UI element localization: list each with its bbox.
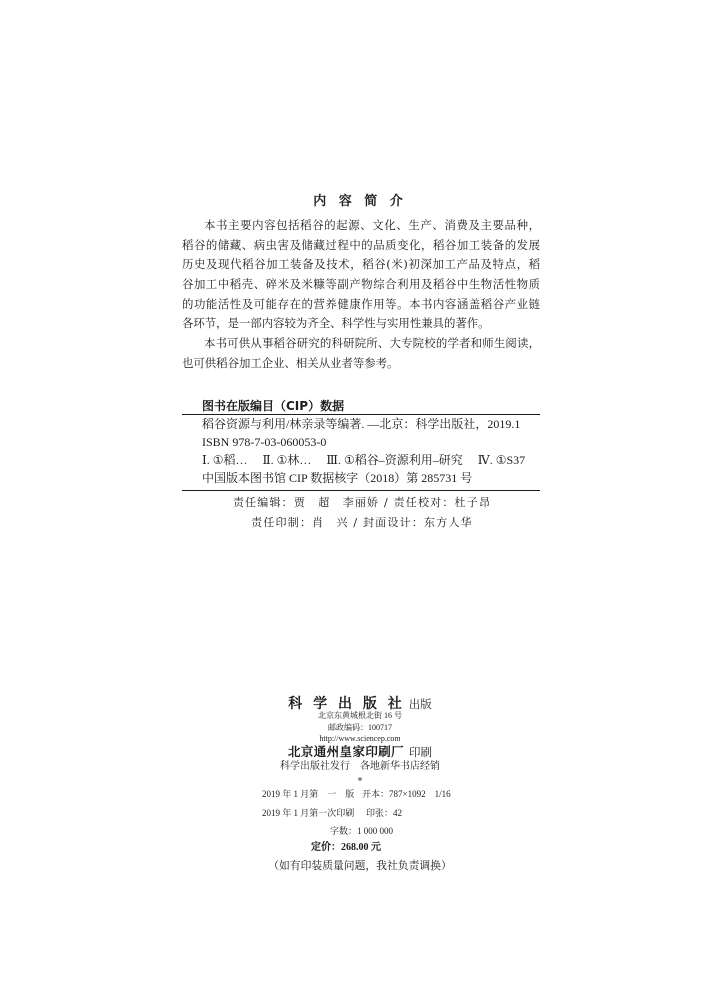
credit-line-production: 责任印制：肖 兴 / 封面设计：东方人华 bbox=[251, 516, 473, 529]
publisher-address: 北京东黄城根北街 16 号 bbox=[318, 711, 402, 720]
cip-heading: 图书在版编目（CIP）数据 bbox=[202, 399, 345, 413]
edition-price: 定价：268.00 元 bbox=[311, 842, 381, 853]
cip-line-classification: Ⅰ. ①稻… Ⅱ. ①林… Ⅲ. ①稻谷–资源利用–研究 Ⅳ. ①S37 bbox=[202, 453, 526, 467]
quality-notice: （如有印装质量问题，我社负责调换） bbox=[268, 859, 452, 872]
publisher-action: 出版 bbox=[408, 697, 432, 711]
printer-action: 印刷 bbox=[409, 745, 433, 759]
cip-line-title: 稻谷资源与利用/林亲录等编著. —北京：科学出版社，2019.1 bbox=[202, 417, 521, 431]
distribution-line: 科学出版社发行 各地新华书店经销 bbox=[280, 761, 440, 772]
edition-first-printing: 2019 年 1 月第一次印刷 bbox=[262, 808, 355, 818]
intro-line: 也可供稻谷加工企业、相关从业者等参考。 bbox=[182, 355, 399, 370]
publisher-postcode: 邮政编码：100717 bbox=[328, 722, 392, 732]
publisher-contact bbox=[0, 710, 720, 745]
intro-body bbox=[182, 216, 540, 374]
intro-line: 谷加工中稻壳、碎米及米糠等副产物综合利用及稻谷中生物活性物质 bbox=[182, 277, 540, 292]
intro-line: 各环节，是一部内容较为齐全、科学性与实用性兼具的著作。 bbox=[182, 316, 490, 331]
edition-first-edition: 2019 年 1 月第 一 版 bbox=[262, 789, 355, 799]
cip-line-record-number: 中国版本图书馆 CIP 数据核字（2018）第 285731 号 bbox=[202, 471, 473, 485]
intro-line: 稻谷的储藏、病虫害及储藏过程中的品质变化，稻谷加工装备的发展 bbox=[182, 237, 540, 252]
edition-word-count: 字数：1 000 000 bbox=[330, 826, 394, 836]
printer-name: 北京通州皇家印刷厂 bbox=[287, 744, 405, 759]
intro-title: 内 容 简 介 bbox=[313, 194, 407, 209]
intro-line: 本书主要内容包括稻谷的起源、文化、生产、消费及主要品种， bbox=[204, 218, 540, 232]
credit-line-editors: 责任编辑：贾 超 李丽娇 / 责任校对：杜子昂 bbox=[232, 496, 492, 509]
publisher-url: http://www.sciencep.com bbox=[319, 734, 401, 743]
edition-sheets: 印张：42 bbox=[366, 808, 403, 818]
edition-format: 开本：787×1092 1/16 bbox=[362, 789, 451, 799]
intro-paragraph bbox=[182, 216, 540, 334]
intro-paragraph bbox=[182, 334, 540, 373]
intro-line: 历史及现代稻谷加工装备及技术，稻谷(米)初深加工产品及特点，稻 bbox=[182, 257, 540, 272]
cip-rule-bottom bbox=[182, 490, 540, 491]
cip-data bbox=[202, 415, 540, 487]
separator-asterisk: * bbox=[357, 777, 363, 787]
printer-row bbox=[0, 743, 720, 760]
intro-line: 本书可供从事稻谷研究的科研院所、大专院校的学者和师生阅读， bbox=[204, 336, 540, 351]
intro-line: 的功能活性及可能存在的营养健康作用等。本书内容涵盖稻谷产业链 bbox=[182, 296, 540, 311]
publisher-name: 科 学 出 版 社 bbox=[288, 696, 405, 712]
cip-line-isbn: ISBN 978-7-03-060053-0 bbox=[202, 435, 327, 449]
